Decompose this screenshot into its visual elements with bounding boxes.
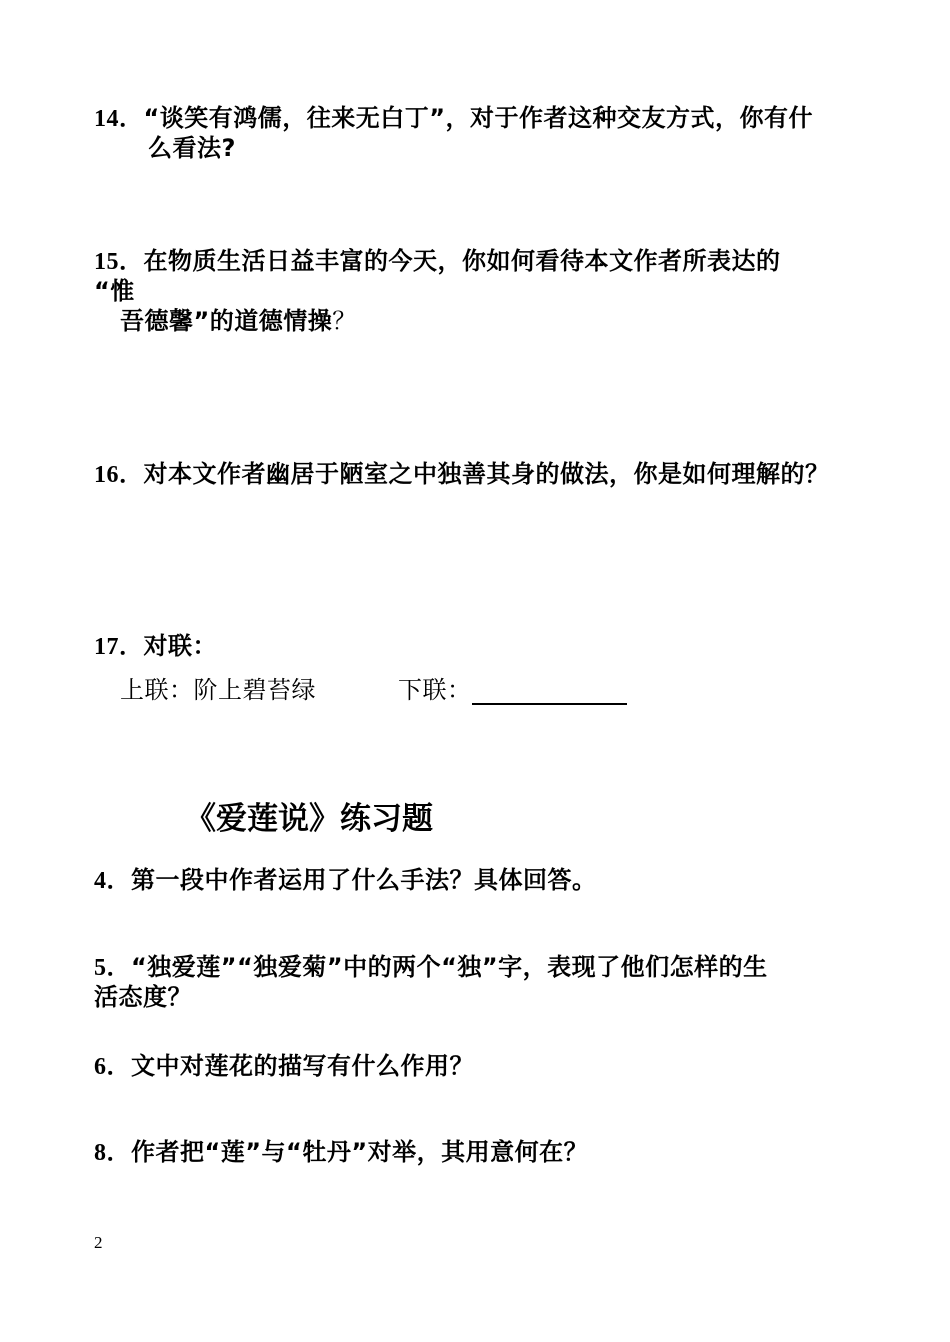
question-15	[94, 246, 781, 277]
question-text: 对本文作者幽居于陋室之中独善其身的做法，你是如何理解的？	[143, 460, 830, 488]
question-8	[94, 1137, 588, 1168]
question-mark: ？	[332, 307, 357, 335]
question-4	[94, 865, 597, 896]
question-text: 在物质生活日益丰富的今天，你如何看待本文作者所表达的	[143, 247, 781, 275]
question-16	[94, 459, 830, 490]
answer-blank[interactable]	[472, 677, 627, 705]
question-14	[94, 103, 813, 134]
question-text: 活态度？	[94, 983, 192, 1011]
question-text: 文中对莲花的描写有什么作用？	[131, 1052, 474, 1080]
question-number: 6．	[94, 1054, 131, 1080]
question-text: “谈笑有鸿儒，往来无白丁”，对于作者这种交友方式，你有什	[143, 104, 814, 132]
question-text: “独爱莲”“独爱菊”中的两个“独”字，表现了他们怎样的生	[131, 953, 768, 981]
question-number: 4．	[94, 868, 131, 894]
couplet-upper-text: 上联：阶上碧苔绿	[120, 676, 316, 704]
question-text: 对联：	[143, 632, 217, 660]
question-number: 8．	[94, 1140, 131, 1166]
question-number: 14．	[94, 106, 144, 132]
question-text: 吾德馨”的道德情操	[120, 307, 333, 335]
couplet-lower-label: 下联：	[398, 676, 472, 704]
question-text: 作者把“莲”与“牡丹”对举，其用意何在？	[131, 1138, 589, 1166]
couplet-lower	[398, 675, 627, 705]
question-15-continuation-2	[120, 306, 357, 336]
section-title: 《爱莲说》练习题	[185, 801, 433, 837]
question-number: 15．	[94, 249, 144, 275]
question-text: “惟	[94, 277, 135, 305]
question-15-continuation	[94, 276, 135, 306]
question-5	[94, 952, 768, 983]
question-number: 16．	[94, 462, 144, 488]
question-number: 5．	[94, 955, 131, 981]
question-text: 第一段中作者运用了什么手法？具体回答。	[131, 866, 597, 894]
page-number: 2	[94, 1233, 103, 1252]
question-number: 17．	[94, 634, 144, 660]
question-5-continuation	[94, 982, 192, 1012]
question-6	[94, 1051, 474, 1082]
question-text: 么看法?	[148, 134, 236, 162]
question-17	[94, 631, 217, 662]
couplet-upper	[120, 675, 316, 705]
question-14-continuation	[148, 133, 236, 163]
